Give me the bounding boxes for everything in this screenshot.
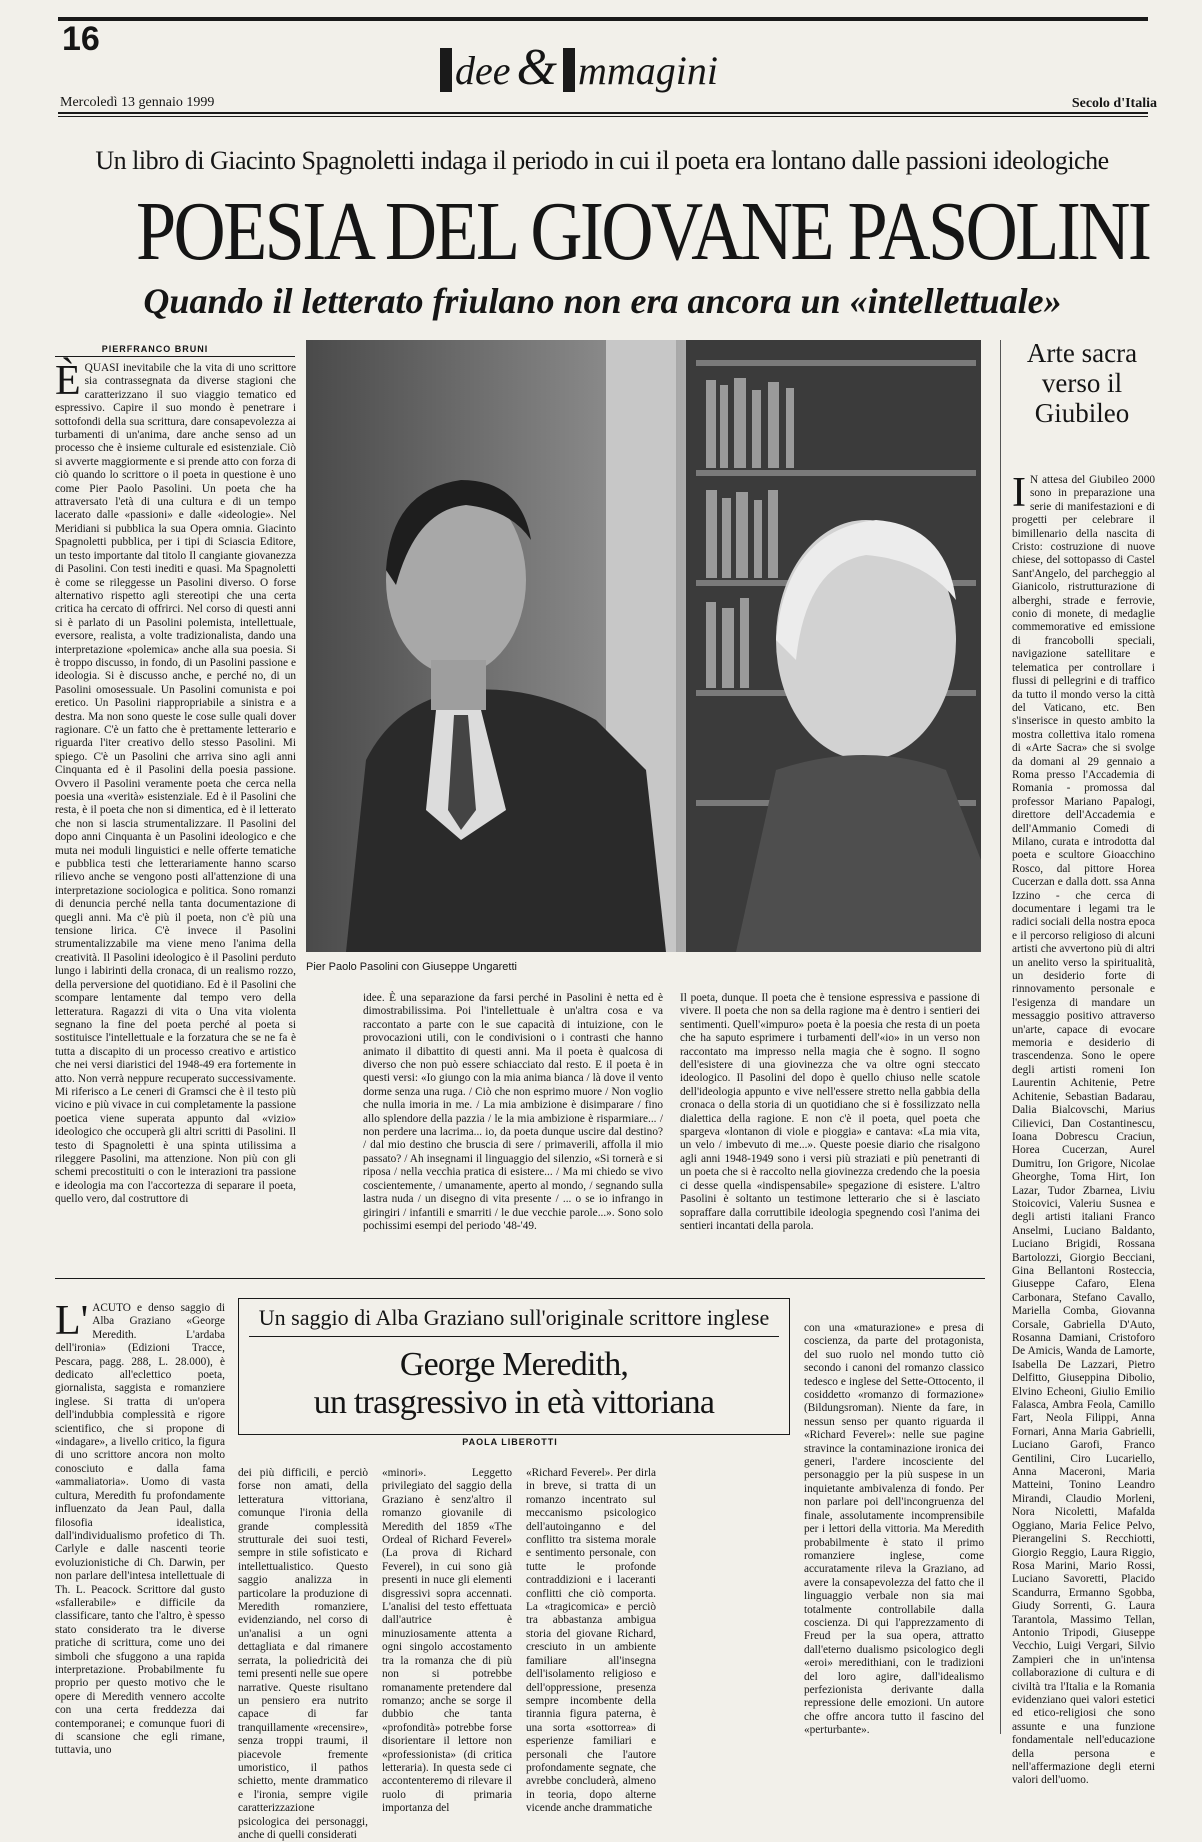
meredith-column-4: «Richard Feverel». Per dirla in breve, si tratta di un romanzo incentrato sul meccanismo psicologico dell'autoinganno e del conflitto tra sistema morale e sentimento personale, con tutte le profonde contraddizioni e i laceranti conflitti che ciò comporta. La «tragicomica» e perciò tra abbastanza ambigua storia del giovane Richard, cresciuto in un ambiente familiare all'insegna dell'isolamento religioso e dell'oppressione, presenza sempre incombente della tirannia figura paterna, è una sorta «sottorrea» di esperienze familiari e personali che l'autore profondamente segnate, che avrebbe concluderà, almeno in teoria, dopo alterne vicende anche drammatiche (526, 1467, 656, 1815)
meredith-column-1 (55, 1298, 225, 1757)
main-headline: POESIA DEL GIOVANE PASOLINI (135, 185, 1150, 278)
meredith-column-2: dei più difficili, e perciò forse non amati, della letteratura vittoriana, comunque l'ironia della grande complessità strutturale dei suoi testi, sempre in stile sofisticato e intellettualistico. Questo saggio analizza in particolare la produzione di Meredith romanziere, evidenziando, nel corso di un'analisi a un ogni dettagliata e dal rimanere serrata, la poliedricità dei temi presenti nelle sue opere narrative. Queste risultano un pensiero era nutrito capace di far tranquillamente «recensire», senza troppi traumi, il piacevole fremente umoristico, il pathos schietto, mente drammatico e l'ironia, sempre vigile caratterizzazione psicologica dei personaggi, anche di quelli considerati (238, 1467, 368, 1841)
newspaper-name: Secolo d'Italia (1071, 96, 1157, 111)
meredith-headline-box (238, 1298, 790, 1435)
masthead-word-1: dee (455, 48, 511, 93)
meredith-headline-line-2: un trasgressivo in età vittoriana (313, 1384, 715, 1421)
main-column-1-text: QUASI inevitabile che la vita di uno scrittore sia contrassegnata da diverse stagioni che caratterizzano il suo viaggio tematico ed espressivo. Capire il suo mondo è penetrare i sottofondi della sua scrittura, dare consapevolezza ai turbamenti di un'anima, dare anche senso ad un processo che è insieme culturale ed esistenziale. Ciò si avverte maggiormente e si prende atto con forza di ciò quando lo scrittore o il poeta in questione è uno come Pier Paolo Pasolini. Un poeta che ha attraversato l'età di una cultura e di un tempo lacerato dalle «passioni» e dalle «ideologie». Nel Meridiani si pubblica la sua Opera omnia. Giacinto Spagnoletti pubblica, per i tipi di Sciascia Editore, un testo importante dal titolo Il cangiante giovanezza di Pasolini. Con testi inediti e quasi. Ma Spagnoletti è come se rileggesse un Pasolini diverso. O forse alternativo rispetto agli stereotipi che una certa critica ha cercato di offrirci. Nel corso di questi anni si è parlato di un Pasolini polemista, intellettuale, eversore, realista, a volte tradizionalista, dando una interpretazione «polemica» anche alla sua poesia. Si è troppo discusso, in fondo, di un Pasolini passione e ideologia. Si è discusso anche, e perché no, di un Pasolini omosessuale. Un Pasolini comunista e poi eretico. Un Pasolini riappropriabile a sinistra e a destra. Ma non sono queste le cose sulle quali dover ragionare. C'è un fatto che è prettamente letterario e riguarda l'iter creativo dello stesso Pasolini. Mi spiego. C'è un Pasolini che arriva sino agli anni Cinquanta ed è il Pasolini della poesia passione. Ovvero il Pasolini veramente poeta che cerca nella poesia una «verità» esistenziale. Ed è il Pasolini che resta, è il poeta che non si dimentica, ed è il letterato che non si lascia strumentalizzare. Il Pasolini del dopo anni Cinquanta è un Pasolini ideologico e che muta nei moduli linguistici e nelle offerte tematiche e pubblica testi che letterariamente hanno scarso rilievo anche se vengono posti all'attenzione di una interpretazione sociologica e politica. Sono romanzi di denuncia perché nella tanta documentazione di quegli anni. Ma c'è più il poeta, non c'è più una tensione lirica. C'è invece il Pasolini strumentalizzabile ma viene meno l'anima della creatività. Il Pasolini ideologico è il Pasolini perduto lungo i labirinti della cronaca, di un realismo rozzo, della perversione del quotidiano. Ed è il Pasolini che scompare lentamente dal tempo vero della letteratura. Ragazzi di vita o Una vita violenta segnano la fine del poeta perché al poeta si sostituisce l'intellettuale e la forzatura che se ne fa è tutta a discapito di un processo creativo e artistico che nei versi diaristici del 1948-49 era fortemente in atto. Non verrà neppure recuperato successivamente. Mi riferisco a Le ceneri di Gramsci che è il testo più vicino e più vivace in cui completamente la passione poetica viene superata appunto dal «vizio» ideologico che occuperà gli altri scritti di Pasolini. Il testo di Spagnoletti è una spinta utilissima a rileggere Pasolini, ma attenzione. Non più con gli schemi precostituiti o con le interazioni tra passione e ideologia ma con l'accortezza di separare il poeta, quello vero, dal costruttore di (55, 362, 296, 1206)
masthead-bar-icon (440, 48, 452, 92)
masthead-ampersand: & (516, 39, 557, 96)
meredith-column-1-text: ACUTO e denso saggio di Alba Graziano «George Meredith. L'ardaba dell'ironia» (Edizioni Tracce, Pescara, pagg. 288, L. 28.000), è dedicato all'eclettico poeta, giornalista, saggista e romanziere inglese. Si tratta di un'opera dell'indubbia complessità e rigore scientifico, che si propone di «indagare», a livello critico, la figura di uno scrittore ancora non molto conosciuto e dalla fama «ammaliatoria». Uomo di vasta cultura, Meredith fu profondamente influenzato da Jean Paul, dalla filosofia idealistica, dall'individualismo profetico di Th. Carlyle e dalle nascenti teorie evoluzionistiche di Ch. Darwin, per non parlare dell'intesa intellettuale di Th. L. Peacock. Scrittore dal gusto «sfallerabile» e difficile da classificare, tanto che l'altro, è spesso stato considerato tra le diverse pratiche di scrittura, come uno dei simboli che sfuggono a una rapida interpretazione. Probabilmente fu proprio per questo motivo che le opere di Meredith vennero accolte con una certa freddezza dai contemporanei; e comunque fuori di di scansione che egli rimane, tuttavia, uno (55, 1302, 225, 1757)
section-masthead (440, 38, 718, 97)
main-column-3: Il poeta, dunque. Il poeta che è tensione espressiva e passione di vivere. Il poeta che non sa della ragione ma è dentro i sentieri dei sentimenti. Quell'«impuro» poeta è la poesia che resta di un poeta che ha saputo esprimere i turbamenti dell'«io» in un verso non raccontato ma impresso nella magia che è sogno. Il sogno dell'esistere di una giovinezza che va oltre ogni steccato ideologico. Il Pasolini del dopo è quello chiuso nelle scatole dell'ideologia appunto e vive nell'essere stretto nella gabbia della cronaca o della storia di un quotidiano che si è fossilizzato nella dialettica della ragione. E non c'è il poeta, quel poeta che spargeva «lontanon di viole e pioggia» e cantava: «La mia vita, un velo / imbevuto di me...». Queste poesie diario che risalgono agli anni 1948-1949 sono i versi più straziati e più penetranti di un poeta che si è raccolto nella giovinezza credendo che la poesia ci desse quella «indispensabile» spegazione di esistere. L'altro Pasolini è soltanto un testimone letterario che si è lasciato sopraffare dalla corruttibile ideologia spegnendo così l'anima dei sentieri incantati della parola. (680, 992, 980, 1232)
meredith-dropcap: L' (55, 1298, 89, 1344)
sidebar-title: Arte sacra verso il Giubileo (1026, 338, 1138, 428)
photo-caption: Pier Paolo Pasolini con Giuseppe Ungaretti (306, 961, 517, 973)
sidebar-dropcap: I (1012, 470, 1026, 516)
meredith-byline: PAOLA LIBEROTTI (462, 1437, 558, 1447)
masthead-bar-icon (563, 48, 575, 92)
meredith-column-5: con una «maturazione» e presa di coscienza, da parte del protagonista, del suo ruolo nel mondo tutto ciò secondo i canoni del romanzo classico tedesco e inglese del Sette-Ottocento, il cosiddetto «romanzo di formazione» (Bildungsroman). Niente da fare, in nessun senso per quanto riguarda il «Richard Feverel»: nelle sue pagine stravince la contaminazione ironica dei generi, l'ardere incosciente del personaggio per la più suspese in un inquietante ambivalenza di fondo. Per non parlare poi dell'incongruenza del finale, assolutamente incomprensibile per i lettori della vittoria. Ma Meredith probabilmente è stato il primo romanziere inglese, come accuratamente rileva la Graziano, ad avere la consapevolezza del fatto che il linguaggio verbale non sia mai totalmente controllabile dalla coscienza. Di qui l'apprezzamento di Freud per la sua opera, attratto dall'eterno dualismo psicologico degli «eroi» meredithiani, con le tradizioni del loro agire, dall'idealismo perfezionista derivante dalla repressione delle emozioni. Un autore che offre ancora tutto il fascino del «perturbante». (804, 1322, 984, 1737)
main-subheadline: Quando il letterato friulano non era ancora un «intellettuale» (143, 281, 1062, 321)
meredith-column-3: «minori». Leggetto privilegiato del saggio della Graziano è senz'altro il romanzo giovanile di Meredith del 1859 «The Ordeal of Richard Feverel» (La prova di Richard Feverel), in cui sono già presenti in nuce gli elementi disgressivi sopra accennati. L'analisi del testo effettuata dall'autrice è minuziosamente attenta a ogni singolo accostamento tra la romanza che di più non si potrebbe romanamente pretendere dal romanzo; anche se sorge il dubbio che tanta «profondità» potrebbe forse disorientare il lettore non «professionista» (di critica letteraria). In questa sede ci accontenteremo di rilevare il ruolo di primaria importanza del (382, 1467, 512, 1815)
photo-illustration (306, 340, 981, 952)
main-column-2: idee. È una separazione da farsi perché in Pasolini è netta ed è dimostrabilissima. Poi l'intellettuale è un'altra cosa e va raccontato a parte con le sue capacità di intuizione, con le provocazioni utili, con le condivisioni o i contrasti che hanno animato il dibattito di questi anni. Ma il poeta è qualcosa di diverso che non può essere schiacciato dal resto. E il poeta è in questi versi: «Io giungo con la mia anima bianca / là dove il vento dorme senza una ruga. / Ciò che non esprimo muore / Non voglio che nulla imoria in me. / La mia ambizione è disimparare / fino allo splendore della pazzia / le la mia ambizione è risparmiare... / non perdere una lacrima... io, da poeta dunque uscire dal destino? / dal mio destino che bruscia di sere / primaverili, affolla il mio passato? / Ah insegnami il linguaggio del silenzio, «Si tornerà e si riposa / nella vecchia pratica di esistere... / Ma mi chiedo se vivo coscientemente, / umanamente, aperto al mondo, / segnando sulla lastra nuda / un disegno di vita presente / ... o se io infrango in giringiri / infantili e smarriti / le due vecchie parole...». Sono solo pochissimi esempi del periodo '48-'49. (363, 992, 663, 1232)
main-kicker: Un libro di Giacinto Spagnoletti indaga il periodo in cui il poeta era lontano dalle passioni ideologiche (95, 146, 1109, 175)
dateline: Mercoledì 13 gennaio 1999 (60, 95, 215, 110)
main-dropcap: È (55, 358, 81, 404)
main-byline: PIERFRANCO BRUNI (101, 344, 209, 354)
meredith-headline-line-1: George Meredith, (399, 1346, 629, 1383)
page-number: 16 (62, 20, 100, 58)
pasolini-ungaretti-photo (306, 340, 981, 952)
masthead-word-2: mmagini (577, 48, 718, 93)
sidebar-text: N attesa del Giubileo 2000 sono in preparazione una serie di manifestazioni e di progetti per celebrare il bimillenario della nascita di Cristo: costruzione di nuove chiese, del sottopasso di Castel Sant'Angelo, del parcheggio al Gianicolo, ristrutturazione di alberghi, strade e ferrovie, conio di monete, di medaglie commemorative ed emissione di francobolli speciali, navigazione satellitare e telematica per controllare i flussi di pellegrini e di traffico da tutto il mondo verso la città del Vaticano, etc. Ben s'inserisce in questo ambito la mostra collettiva italo romena di «Arte Sacra» che si svolge da domani al 29 gennaio a Roma presso l'Accademia di Romania - promossa dal professor Mariano Papalogi, direttore dell'Accademia e dell'Ammanio Comedi di Milano, curata e introdotta dal poeta e scultore Gioacchino Rosco, dal pittore Horea Cucerzan e dalla dott. ssa Anna Izzino - che cerca di documentare i legami tra le radici sociali della nostra epoca e il percorso religioso di alcuni artisti che avvertono più di altri un anelito verso la spiritualità, un desiderio forte di rinnovamento personale e l'esigenza di mandare un messaggio positivo attraverso un'arte, capace di evocare memoria e desiderio di trascendenza. Sono le opere degli artisti romeni Ion Laurentin Achitenie, Petre Achitenie, Sebastian Badarau, Dalia Bialcovschi, Marius Cilievici, Dan Costantinescu, Ioana Dobrescu Craciun, Horea Cucerzan, Aurel Dumitru, Ion Grigore, Nicolae Gheorghe, Toma Hirt, Ion Lazar, Tudor Zbarnea, Liviu Stoicovici, Valeriu Susnea e degli artisti italiani Franco Anselmi, Luciano Baldanto, Luciano Brigidi, Rossana Bartolozzi, Giorgio Becciani, Gina Bellantoni Rosteccia, Giuseppe Cafaro, Elena Carbonara, Stefano Cavallo, Mariella Comba, Giovanna Corsale, Gabriella D'Auto, Rosanna Damiani, Cristoforo De Amicis, Wanda de Lamorte, Isabella De Lazzari, Pietro Delfitto, Giuseppina Dibolio, Elvino Echeoni, Giulio Emilio Falasca, Ambra Feola, Camillo Fart, Neola Filippi, Anna Fornari, Anna Maria Gabrielli, Luciano Garofi, Franco Gentilini, Ciro Lucariello, Anna Maceroni, Maria Matteini, Tonino Leandro Mirandi, Claudio Morleni, Nora Nicoletti, Mafalda Oggiano, Maria Felice Pelvo, Pierangelini S. Recchiotti, Giorgio Reggio, Laura Riggio, Rosa Marini, Mario Rossi, Luciano Savoretti, Placido Scandurra, Ermanno Sgobba, Giudy Sorrenti, G. Laura Tarantola, Massimo Tellan, Antonio Tripodi, Giuseppe Vecchio, Luigi Vergari, Silvio Zampieri che in un'intensa collaborazione di cultura e di civiltà tra l'Italia e la Romania evidenziano quei valori estetici ed etico-religiosi che sono assunte e una funzione fondamentale nell'educazione della persona e nell'affermazione degli eterni valori dell'uomo. (1012, 474, 1155, 1787)
meredith-kicker: Un saggio di Alba Graziano sull'originale scrittore inglese (258, 1305, 770, 1330)
sidebar-column (1012, 470, 1155, 1787)
